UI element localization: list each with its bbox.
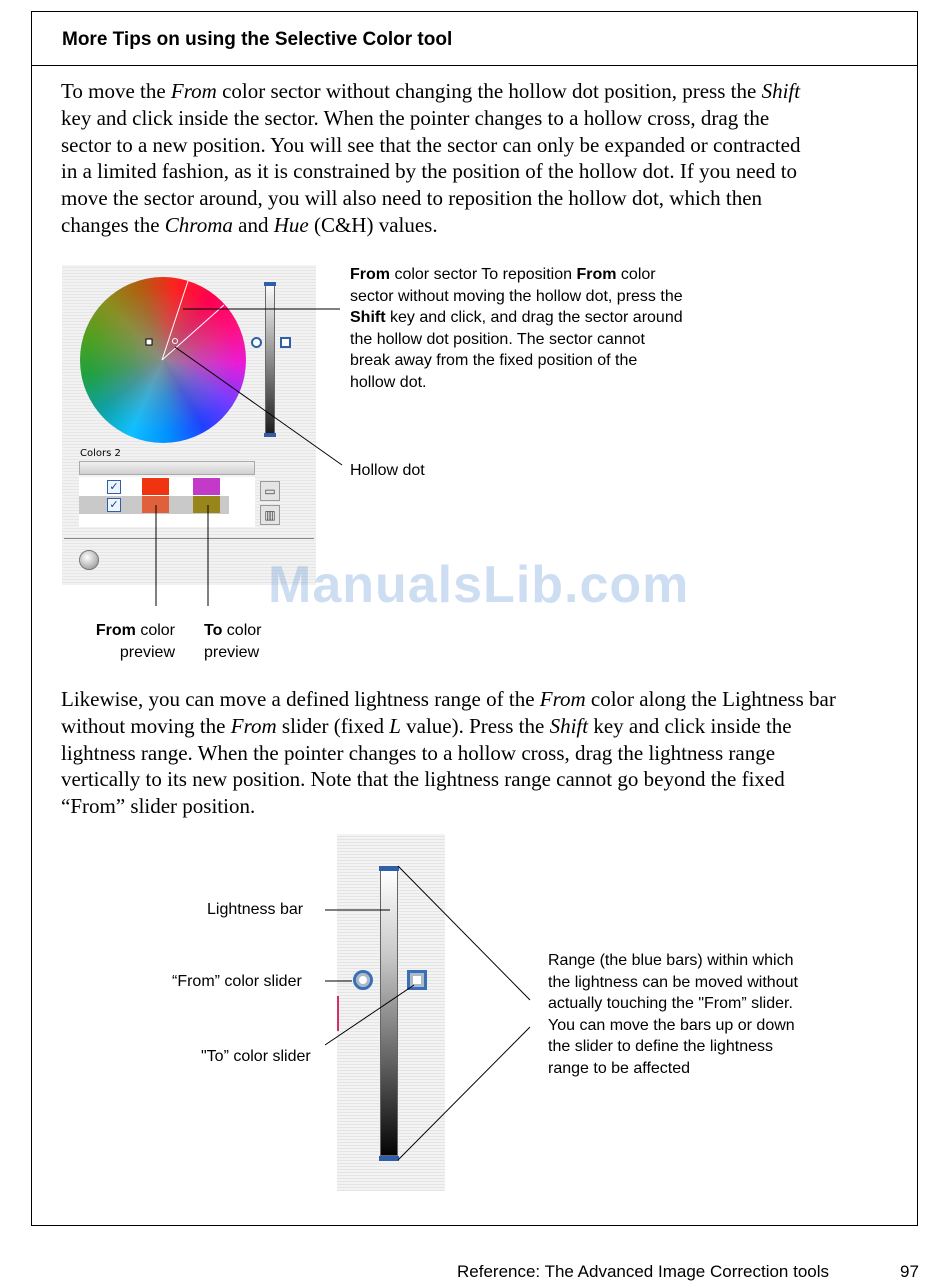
to-color-slider-icon[interactable] (407, 970, 427, 990)
from-color-swatch-row-2 (142, 496, 169, 513)
range-marker (337, 996, 339, 1031)
callout-from-color-sector: From color sector To reposition From color sector without moving the hollow dot, press the Shift key and click, and drag the sector around the hollow dot position. The sector cannot break away from the fixed position of the hollow dot. (350, 266, 683, 391)
p1-line-3: sector to a new position. You will see that the sector can only be expanded or contracted (61, 132, 801, 157)
colors-panel-label: Colors 2 (80, 448, 121, 459)
p2-line-5: “From” slider position. (61, 794, 256, 819)
new-item-icon[interactable]: ▭ (260, 481, 280, 501)
colors-list-header (79, 461, 255, 475)
paragraph-2 (61, 686, 836, 820)
lightness-bar-screenshot (337, 834, 445, 1191)
range-top-bar[interactable] (264, 282, 276, 286)
p1-line-6: changes the Chroma and Hue (C&H) values. (61, 212, 438, 237)
trash-icon[interactable]: ▥ (260, 505, 280, 525)
page-number: 97 (900, 1262, 919, 1281)
from-color-sector (62, 265, 316, 465)
footer-section-title: Reference: The Advanced Image Correction tools (457, 1262, 830, 1281)
panel-divider (64, 538, 314, 539)
callout-to-color-preview: To color preview (204, 622, 262, 661)
p1-line-5: move the sector around, you will also need to reposition the hollow dot, which then (61, 186, 763, 211)
knob-button-icon[interactable] (79, 550, 99, 570)
paragraph-1 (61, 78, 800, 239)
range-bottom-bar[interactable] (264, 433, 276, 437)
label-from-color-slider: “From” color slider (172, 973, 302, 990)
from-color-slider-icon[interactable] (353, 970, 373, 990)
label-to-color-slider: "To” color slider (201, 1048, 311, 1065)
p2-line-3: lightness range. When the pointer changes to a hollow cross, drag the lightness range (61, 740, 776, 765)
callout-range-blue-bars: Range (the blue bars) within which the lightness can be moved without actually touching the "From” slider. You can move the bars up or down the slider to define the lightness range to be affected (548, 952, 798, 1077)
lightness-bar[interactable] (265, 282, 275, 437)
p2-line-4: vertically to its new position. Note that the lightness range cannot go beyond the fixed (61, 767, 785, 792)
label-lightness-bar: Lightness bar (207, 901, 304, 918)
range-bottom-blue-bar[interactable] (379, 1156, 399, 1161)
p1-line-2: key and click inside the sector. When the pointer changes to a hollow cross, drag the (61, 105, 770, 130)
from-slider-icon[interactable] (251, 337, 262, 348)
to-color-swatch-row-1 (193, 478, 220, 495)
to-slider-icon[interactable] (280, 337, 291, 348)
lightness-bar-large[interactable] (380, 870, 398, 1156)
row-1-checkbox[interactable]: ✓ (107, 480, 121, 494)
from-color-swatch-row-1 (142, 478, 169, 495)
callout-hollow-dot: Hollow dot (350, 462, 425, 479)
callout-from-color-preview: From color preview (95, 622, 175, 661)
range-top-blue-bar[interactable] (379, 866, 399, 871)
to-color-swatch-row-2 (193, 496, 220, 513)
p2-line-2: without moving the From slider (fixed L value). Press the Shift key and click inside the (61, 713, 792, 738)
section-title: More Tips on using the Selective Color tool (62, 29, 453, 50)
row-2-checkbox[interactable]: ✓ (107, 498, 121, 512)
selective-color-panel-screenshot (62, 265, 316, 585)
p2-line-1: Likewise, you can move a defined lightness range of the From color along the Lightness bar (61, 687, 836, 711)
p1-line-1: To move the From color sector without changing the hollow dot position, press the Shift (61, 79, 801, 103)
p1-line-4: in a limited fashion, as it is constrained by the position of the hollow dot. If you need to (61, 159, 798, 184)
watermark: ManualsLib.com (268, 556, 690, 614)
